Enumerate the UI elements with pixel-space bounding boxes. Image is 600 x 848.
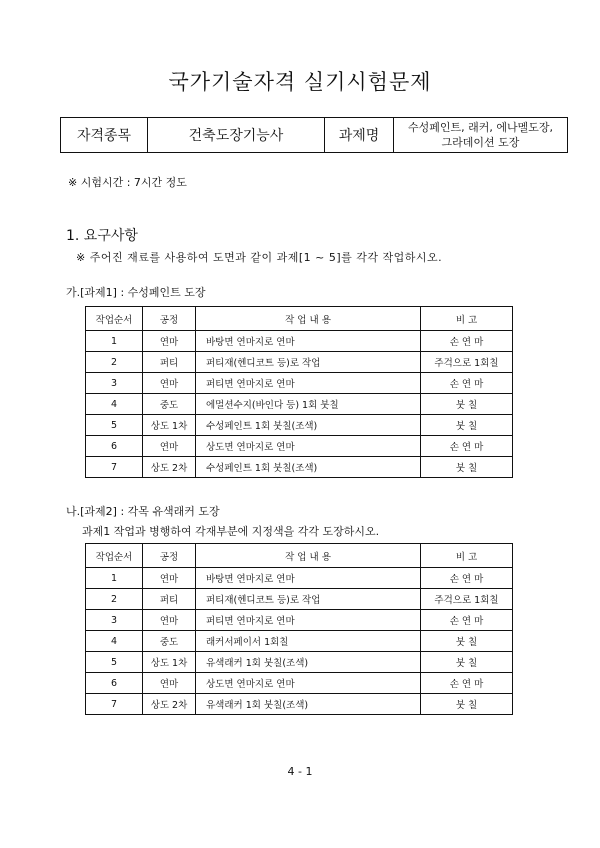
table-row bbox=[86, 394, 513, 415]
cell-content: 에멀션수지(바인다 등) 1회 붓칠 bbox=[196, 394, 421, 415]
table-row bbox=[86, 352, 513, 373]
header-content: 작 업 내 용 bbox=[196, 544, 421, 568]
task2-table bbox=[85, 543, 513, 715]
cell-content: 유색래커 1회 붓칠(조색) bbox=[196, 652, 421, 673]
cell-order: 2 bbox=[86, 352, 143, 373]
cell-order: 6 bbox=[86, 673, 143, 694]
header-process: 공정 bbox=[143, 307, 196, 331]
cell-process: 상도 1차 bbox=[143, 652, 196, 673]
header-order: 작업순서 bbox=[86, 307, 143, 331]
cell-remark: 손 연 마 bbox=[421, 610, 513, 631]
instruction-text: ※ 주어진 재료를 사용하여 도면과 같이 과제[1 ~ 5]를 각각 작업하시오. bbox=[76, 251, 443, 264]
cell-remark: 주걱으로 1회칠 bbox=[421, 589, 513, 610]
cell-remark: 손 연 마 bbox=[421, 436, 513, 457]
cell-process: 중도 bbox=[143, 394, 196, 415]
header-process: 공정 bbox=[143, 544, 196, 568]
header-remark: 비 고 bbox=[421, 544, 513, 568]
cell-content: 상도면 연마지로 연마 bbox=[196, 673, 421, 694]
header-order: 작업순서 bbox=[86, 544, 143, 568]
value-task-name bbox=[394, 118, 568, 153]
cell-process: 연마 bbox=[143, 610, 196, 631]
cell-process: 연마 bbox=[143, 568, 196, 589]
cell-process: 연마 bbox=[143, 373, 196, 394]
cell-process: 상도 1차 bbox=[143, 415, 196, 436]
cell-process: 상도 2차 bbox=[143, 457, 196, 478]
cell-order: 2 bbox=[86, 589, 143, 610]
cell-content: 수성페인트 1회 붓칠(조색) bbox=[196, 457, 421, 478]
label-qualification: 자격종목 bbox=[61, 118, 148, 153]
cell-order: 7 bbox=[86, 694, 143, 715]
cell-process: 중도 bbox=[143, 631, 196, 652]
table-row bbox=[86, 631, 513, 652]
cell-content: 바탕면 연마지로 연마 bbox=[196, 568, 421, 589]
header-remark: 비 고 bbox=[421, 307, 513, 331]
cell-order: 4 bbox=[86, 631, 143, 652]
task-name-line1: 수성페인트, 래커, 에나멜도장, bbox=[408, 121, 553, 134]
cell-order: 5 bbox=[86, 415, 143, 436]
cell-remark: 붓 칠 bbox=[421, 394, 513, 415]
cell-process: 퍼티 bbox=[143, 589, 196, 610]
info-table bbox=[60, 117, 568, 153]
cell-remark: 붓 칠 bbox=[421, 631, 513, 652]
cell-process: 연마 bbox=[143, 673, 196, 694]
document-title: 국가기술자격 실기시험문제 bbox=[168, 70, 432, 94]
cell-content: 퍼티면 연마지로 연마 bbox=[196, 610, 421, 631]
task1-table bbox=[85, 306, 513, 478]
cell-remark: 손 연 마 bbox=[421, 568, 513, 589]
exam-time-note: ※ 시험시간 : 7시간 정도 bbox=[68, 176, 187, 189]
cell-remark: 붓 칠 bbox=[421, 415, 513, 436]
cell-process: 연마 bbox=[143, 436, 196, 457]
cell-order: 7 bbox=[86, 457, 143, 478]
table-header-row bbox=[86, 544, 513, 568]
task2-title: 나.[과제2] : 각목 유색래커 도장 bbox=[66, 505, 220, 518]
table-row bbox=[86, 436, 513, 457]
cell-order: 1 bbox=[86, 331, 143, 352]
cell-order: 1 bbox=[86, 568, 143, 589]
page-number: 4 - 1 bbox=[287, 765, 313, 778]
cell-remark: 주걱으로 1회칠 bbox=[421, 352, 513, 373]
cell-remark: 손 연 마 bbox=[421, 673, 513, 694]
cell-remark: 손 연 마 bbox=[421, 373, 513, 394]
cell-process: 퍼티 bbox=[143, 352, 196, 373]
cell-content: 유색래커 1회 붓칠(조색) bbox=[196, 694, 421, 715]
cell-content: 상도면 연마지로 연마 bbox=[196, 436, 421, 457]
cell-order: 3 bbox=[86, 610, 143, 631]
task1-title: 가.[과제1] : 수성페인트 도장 bbox=[66, 286, 206, 299]
task-name-line2: 그라데이션 도장 bbox=[441, 136, 520, 149]
cell-process: 연마 bbox=[143, 331, 196, 352]
cell-order: 5 bbox=[86, 652, 143, 673]
cell-content: 퍼티재(헨디코트 등)로 작업 bbox=[196, 589, 421, 610]
table-row bbox=[86, 373, 513, 394]
table-row bbox=[86, 457, 513, 478]
cell-remark: 붓 칠 bbox=[421, 457, 513, 478]
table-row bbox=[86, 589, 513, 610]
table-row bbox=[86, 610, 513, 631]
value-qualification: 건축도장기능사 bbox=[148, 118, 325, 153]
cell-order: 4 bbox=[86, 394, 143, 415]
cell-content: 수성페인트 1회 붓칠(조색) bbox=[196, 415, 421, 436]
table-row bbox=[86, 652, 513, 673]
table-row bbox=[86, 673, 513, 694]
cell-order: 3 bbox=[86, 373, 143, 394]
cell-content: 퍼티면 연마지로 연마 bbox=[196, 373, 421, 394]
task2-description: 과제1 작업과 병행하여 각재부분에 지정색을 각각 도장하시오. bbox=[82, 525, 380, 538]
cell-order: 6 bbox=[86, 436, 143, 457]
cell-content: 바탕면 연마지로 연마 bbox=[196, 331, 421, 352]
cell-remark: 붓 칠 bbox=[421, 652, 513, 673]
label-task-name: 과제명 bbox=[325, 118, 394, 153]
cell-process: 상도 2차 bbox=[143, 694, 196, 715]
table-row bbox=[86, 694, 513, 715]
table-row bbox=[86, 415, 513, 436]
table-row bbox=[86, 331, 513, 352]
cell-content: 퍼티재(헨디코트 등)로 작업 bbox=[196, 352, 421, 373]
cell-remark: 손 연 마 bbox=[421, 331, 513, 352]
header-content: 작 업 내 용 bbox=[196, 307, 421, 331]
section-heading: 1. 요구사항 bbox=[66, 228, 138, 244]
table-header-row bbox=[86, 307, 513, 331]
cell-remark: 붓 칠 bbox=[421, 694, 513, 715]
cell-content: 래커서페이서 1회칠 bbox=[196, 631, 421, 652]
table-row bbox=[86, 568, 513, 589]
